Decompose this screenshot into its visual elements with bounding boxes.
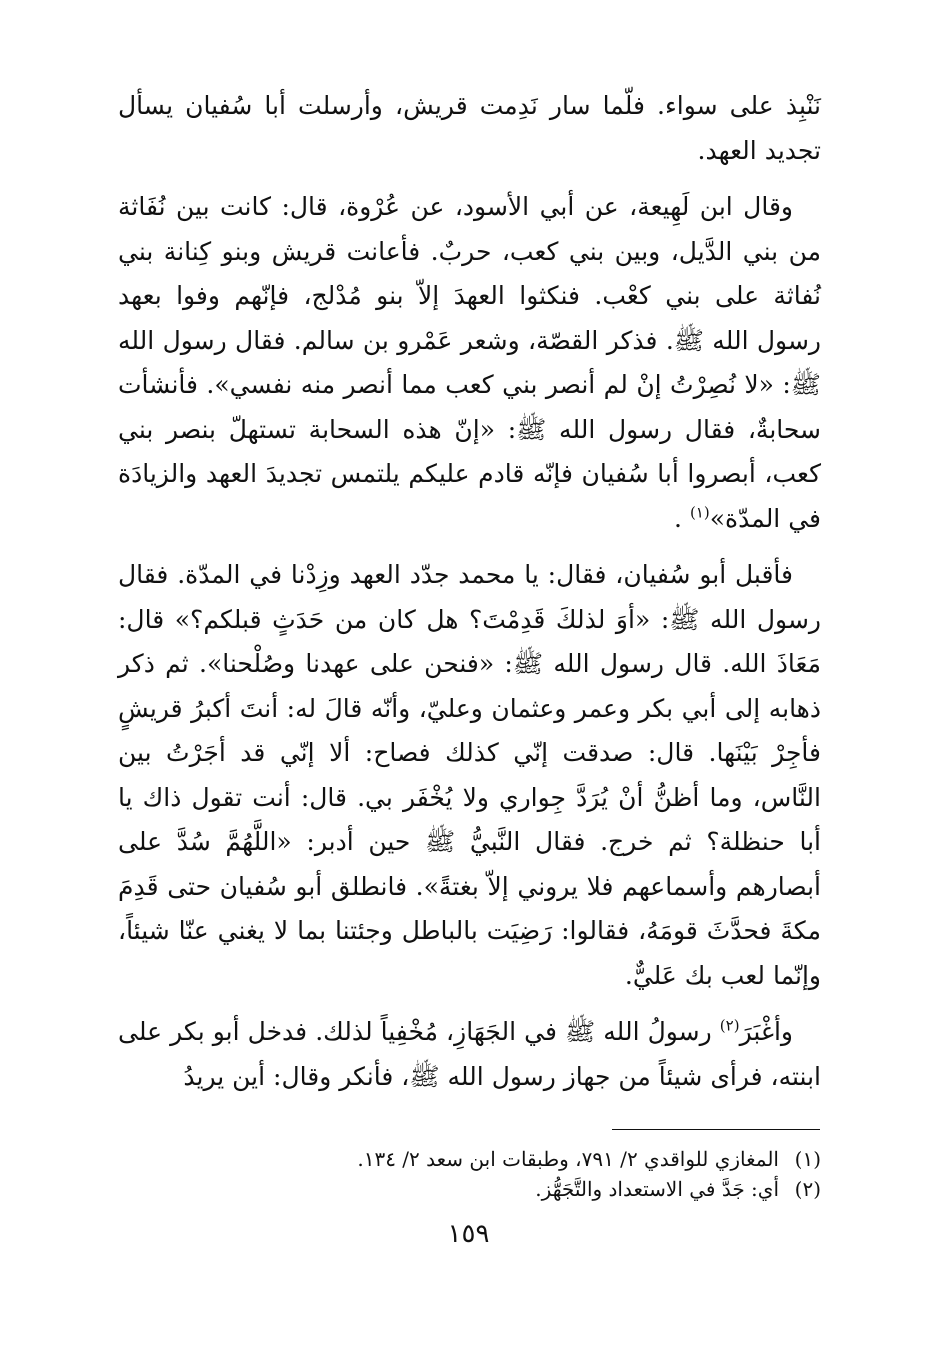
paragraph-text-lead: وأغْبَرَ [739, 1017, 793, 1046]
footnote-1 [118, 1144, 821, 1174]
footnote-separator [612, 1129, 820, 1130]
footnote-number: (١) [794, 1147, 821, 1171]
paragraph-text: فأقبل أبو سُفيان، فقال: يا محمد جدّد العهد وزِدْنا في المدّة. فقال رسول الله ﷺ: «أوَ لذلكَ قَدِمْتَ؟ هل كان من حَدَثٍ قبلكم؟» قال: مَعَاذَ الله. قال رسول الله ﷺ: «فنحن على عهدنا وصُلْحنا». ثم ذكر ذهابه إلى أبي بكر وعمر وعثمان وعليّ، وأنّه قالَ له: أنتَ أكبرُ قريشٍ فأجِرْ بَيْنَها. قال: صدقت إنّي كذلك فصاح: ألا إنّي قد أجَرْتُ بين النَّاس، وما أظنُّ أنْ يُرَدَّ جِواري ولا يُخْفَر بي. قال: أنت تقول ذاك يا أبا حنظلة؟ ثم خرج. فقال النَّبيُّ ﷺ حين أدبر: «اللَّهُمَّ سُدَّ على أبصارهم وأسماعهم فلا يروني إلاّ بغتةً». فانطلق أبو سُفيان حتى قَدِمَ مكةَ فحدَّثَ قومَهُ، فقالوا: رَضِيَت بالباطل وجئتنا بما لا يغني عنّا شيئاً، وإنّما لعب بك عَليٌّ. [118, 560, 821, 990]
page-number: ١٥٩ [447, 1219, 490, 1249]
footnote-text: أي: جَدَّ في الاستعداد والتَّجَهُّز. [535, 1177, 779, 1201]
paragraph-text: نَنْبِذ على سواء. فلّما سار نَدِمت قريش، وأرسلت أبا سُفيان يسأل تجديد العهد. [118, 91, 821, 165]
main-text [118, 84, 821, 1111]
paragraph-2: وقال ابن لَهِيعة، عن أبي الأسود، عن عُرْوة، قال: كانت بين نُفَاثة من بني الدَّيل، وبين بني كعب، حربٌ. فأعانت قريش وبنو كِنانة بني نُفاثة على بني كعْب. فنكثوا العهدَ إلاّ بنو مُدْلج، فإنّهم وفوا بعهد رسول الله ﷺ. فذكر القصّة، وشعر عَمْرو بن سالم. فقال رسول الله ﷺ: «لا نُصِرْتُ إنْ لم أنصر بني كعب مما أنصر منه نفسي». فأنشأت سحابةٌ، فقال رسول الله ﷺ: «إنّ هذه السحابة تستهلّ بنصر بني كعب، أبصروا أبا سُفيان فإنّه قادم عليكم يلتمس تجديدَ العهد والزيادَة في المدّة»$^{(١)}$ . [118, 192, 821, 533]
footnote-2 [118, 1174, 821, 1204]
paragraph-text: رسولُ الله ﷺ في الجَهَازِ، مُخْفِياً لذلك. فدخل أبو بكر على ابنته، فرأى شيئاً من جهاز رسول الله ﷺ، فأنكر وقال: أين يريدُ [118, 1017, 821, 1091]
footnote-number: (٢) [794, 1177, 821, 1201]
paragraph-text: وقال ابن لَهِيعة، عن أبي الأسود، عن عُرْوة، قال: كانت بين نُفَاثة من بني الدَّيل، وبين بني كعب، حربٌ. فأعانت قريش وبنو كِنانة بني نُفاثة على بني كعْب. فنكثوا العهدَ إلاّ بنو مُدْلج، فإنّهم وفوا بعهد رسول الله ﷺ. فذكر القصّة، وشعر عَمْرو بن سالم. فقال رسول الله ﷺ: «لا نُصِرْتُ إنْ لم أنصر بني كعب مما أنصر منه نفسي». فأنشأت سحابةٌ، فقال رسول الله ﷺ: «إنّ هذه السحابة تستهلّ بنصر بني كعب، أبصروا أبا سُفيان فإنّه قادم عليكم يلتمس تجديدَ العهد والزيادَة في المدّة» [118, 192, 821, 533]
footnote-text: المغازي للواقدي ٢/ ٧٩١، وطبقات ابن سعد ٢/ ١٣٤. [357, 1147, 779, 1171]
footnote-ref-1: (١) [689, 503, 710, 522]
paragraph-4 [118, 1010, 821, 1099]
paragraph-3 [118, 553, 821, 998]
footnote-ref-2: (٢) [719, 1016, 740, 1035]
paragraph-1 [118, 84, 821, 173]
footnotes [118, 1144, 821, 1204]
